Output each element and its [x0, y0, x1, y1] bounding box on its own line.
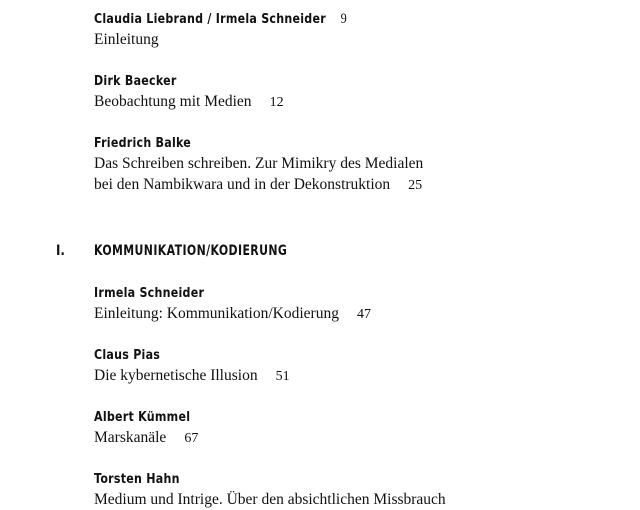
entry-title — [94, 427, 614, 449]
entry-title: Medium und Intrige. Über den absichtlichen Missbrauch — [94, 491, 446, 508]
entry-title — [94, 303, 614, 325]
toc-entry — [94, 345, 614, 387]
entry-title-continued — [94, 174, 614, 196]
section-title: KOMMUNIKATION/KODIERUNG — [94, 243, 288, 259]
entry-author: Torsten Hahn — [94, 471, 180, 487]
section-heading — [56, 240, 616, 262]
entry-author: Claus Pias — [94, 347, 161, 363]
page-number: 67 — [184, 431, 199, 446]
page-number: 9 — [340, 11, 347, 27]
entry-title-text: Die kybernetische Illusion — [94, 367, 258, 384]
page-number: 47 — [356, 307, 371, 322]
toc-entry — [94, 469, 614, 510]
entry-author — [94, 9, 520, 29]
entry-title — [94, 365, 614, 387]
entry-title: Das Schreiben schreiben. Zur Mimikry des Medialen — [94, 155, 424, 172]
section-number: I. — [56, 243, 65, 259]
page-number: 25 — [408, 178, 423, 193]
entry-author: Friedrich Balke — [94, 135, 192, 151]
toc-entry — [94, 9, 614, 50]
page-number: 12 — [269, 95, 284, 110]
entry-title: Einleitung — [94, 31, 159, 48]
toc-entry — [94, 283, 614, 325]
toc-entry — [94, 71, 614, 113]
entry-title-text: Marskanäle — [94, 429, 167, 446]
entry-title-text: bei den Nambikwara und in der Dekonstruktion — [94, 176, 391, 193]
entry-title-text: Einleitung: Kommunikation/Kodierung — [94, 305, 339, 322]
toc-entry — [94, 133, 614, 196]
author-name: Claudia Liebrand / Irmela Schneider — [94, 11, 326, 27]
entry-title-text: Beobachtung mit Medien — [94, 93, 252, 110]
entry-author: Dirk Baecker — [94, 73, 177, 89]
page-number: 51 — [275, 369, 290, 384]
entry-title — [94, 91, 614, 113]
entry-author: Irmela Schneider — [94, 285, 205, 301]
entry-author: Albert Kümmel — [94, 409, 191, 425]
toc-entry — [94, 407, 614, 449]
